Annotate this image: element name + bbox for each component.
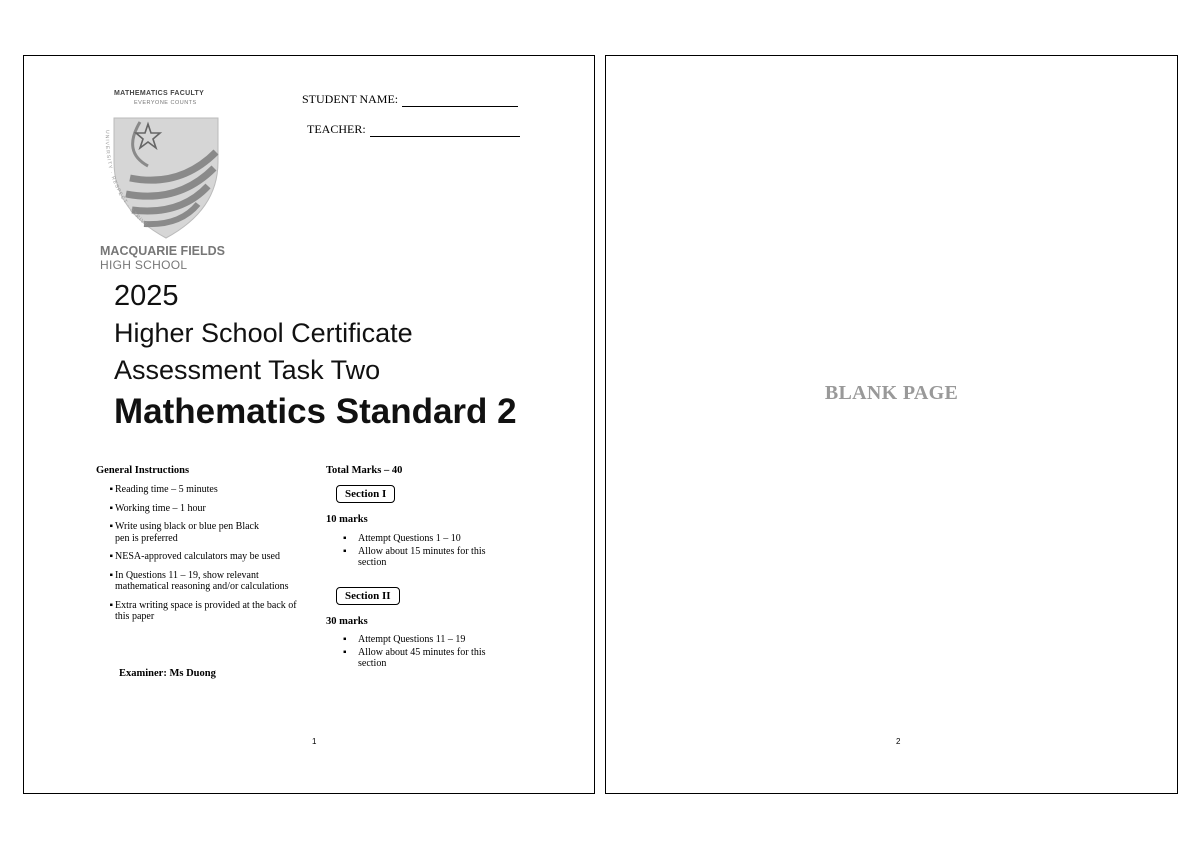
logo-school-name: MACQUARIE FIELDS: [100, 244, 225, 258]
list-item: ▪ Attempt Questions 11 – 19: [326, 634, 526, 646]
general-instructions-list: [96, 484, 326, 630]
blank-page-text: BLANK PAGE: [824, 382, 959, 404]
teacher-line: [370, 124, 520, 137]
examiner-name: Examiner: Ms Duong: [119, 668, 216, 679]
school-logo: [96, 86, 246, 276]
student-name-label: STUDENT NAME:: [302, 92, 399, 106]
section-1-marks: 10 marks: [326, 514, 368, 525]
section-1-instructions: [326, 533, 526, 570]
general-instructions-heading: General Instructions: [96, 465, 190, 476]
logo-faculty-text: MATHEMATICS FACULTY: [114, 90, 205, 97]
section-2-label: Section II: [336, 587, 400, 605]
teacher-field: [307, 122, 520, 137]
list-item: ▪ Working time – 1 hour: [96, 503, 326, 515]
logo-tagline-text: EVERYONE COUNTS: [134, 100, 197, 106]
list-item: ▪ In Questions 11 – 19, show relevant mathematical reasoning and/or calculations: [96, 570, 295, 593]
exam-year: 2025: [114, 280, 179, 312]
blank-page: [605, 55, 1178, 794]
list-item: ▪ Attempt Questions 1 – 10: [326, 533, 526, 545]
section-2-instructions: [326, 634, 526, 671]
page-number: 1: [312, 737, 317, 746]
page-number: 2: [896, 737, 901, 746]
logo-school-type: HIGH SCHOOL: [100, 258, 188, 272]
student-name-field: [302, 92, 518, 107]
student-name-line: [402, 94, 518, 107]
list-item: ▪ NESA-approved calculators may be used: [96, 551, 326, 563]
teacher-label: TEACHER:: [307, 122, 366, 136]
section-2-marks: 30 marks: [326, 616, 368, 627]
section-1-label: Section I: [336, 485, 395, 503]
exam-subject: Mathematics Standard 2: [114, 392, 517, 431]
list-item: ▪ Write using black or blue pen Black pen is preferred: [96, 521, 265, 544]
shield-star-icon: [100, 110, 220, 242]
exam-title-line2: Assessment Task Two: [114, 355, 381, 385]
list-item: ▪ Extra writing space is provided at the back of this paper: [96, 600, 300, 623]
exam-title-line1: Higher School Certificate: [114, 318, 413, 348]
exam-cover-page: [23, 55, 595, 794]
list-item: ▪ Reading time – 5 minutes: [96, 484, 326, 496]
list-item: ▪ Allow about 45 minutes for this section: [326, 647, 508, 670]
list-item: ▪ Allow about 15 minutes for this section: [326, 546, 508, 569]
total-marks: Total Marks – 40: [326, 465, 403, 476]
logo-ring-text: UNIVERSITY · RESPECT · STRIVE: [103, 129, 150, 229]
